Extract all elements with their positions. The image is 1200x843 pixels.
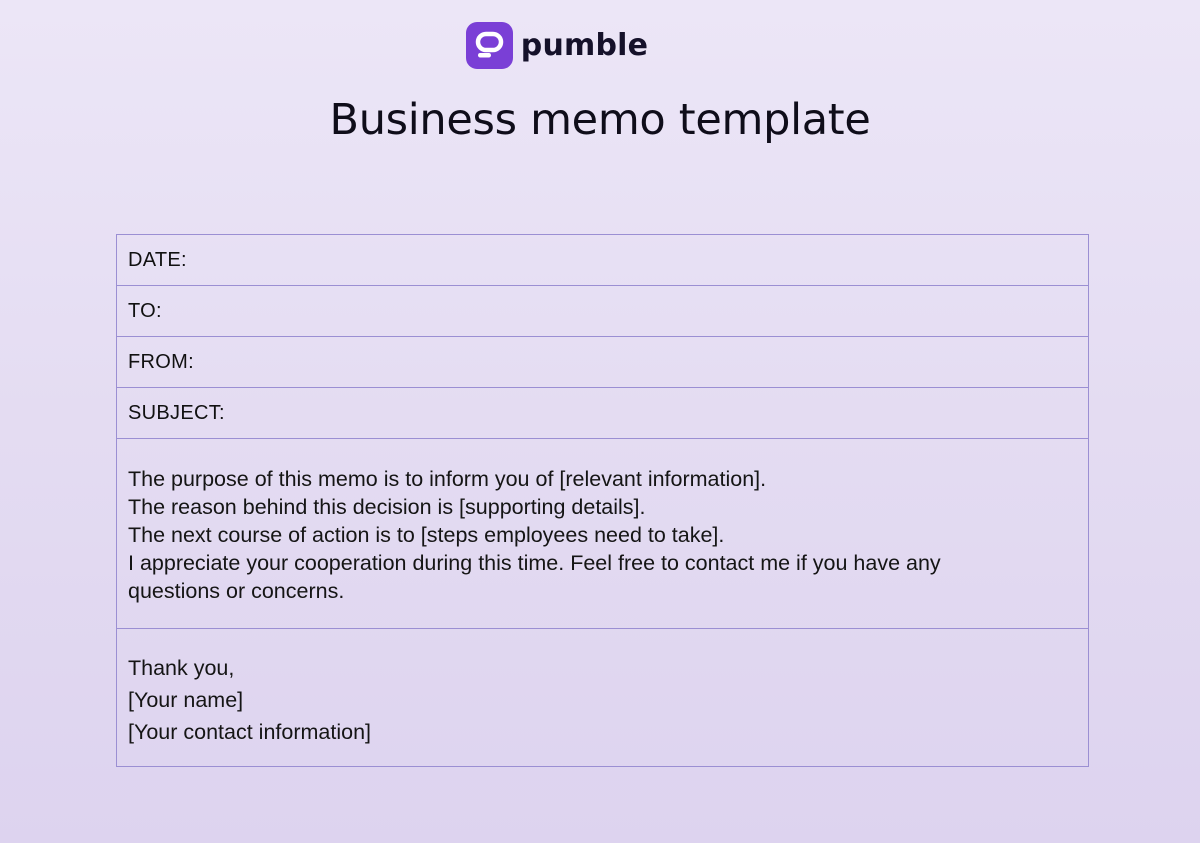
memo-date-row xyxy=(117,235,1088,286)
pumble-logo-icon xyxy=(466,22,513,69)
memo-body xyxy=(117,439,1088,629)
closing-salutation: Thank you, xyxy=(128,656,235,680)
memo-subject-row xyxy=(117,388,1088,439)
body-line: The next course of action is to [steps employees need to take]. xyxy=(128,523,725,547)
body-line: The purpose of this memo is to inform you of [relevant information]. xyxy=(128,467,767,491)
closing-name: [Your name] xyxy=(128,688,244,712)
body-line: questions or concerns. xyxy=(128,579,345,603)
date-label: DATE: xyxy=(128,248,187,271)
memo-body-text xyxy=(128,465,941,605)
brand-header xyxy=(0,22,1200,69)
brand-name: pumble xyxy=(520,28,649,63)
closing-contact: [Your contact information] xyxy=(128,720,372,744)
page-title: Business memo template xyxy=(329,95,871,145)
subject-label: SUBJECT: xyxy=(128,401,225,424)
memo-to-row xyxy=(117,286,1088,337)
memo-table xyxy=(116,234,1089,767)
to-label: TO: xyxy=(128,299,162,322)
body-line: I appreciate your cooperation during this time. Feel free to contact me if you have any xyxy=(128,551,941,575)
memo-closing-text xyxy=(128,652,371,748)
from-label: FROM: xyxy=(128,350,194,373)
memo-from-row xyxy=(117,337,1088,388)
body-line: The reason behind this decision is [supporting details]. xyxy=(128,495,646,519)
memo-closing xyxy=(117,629,1088,748)
